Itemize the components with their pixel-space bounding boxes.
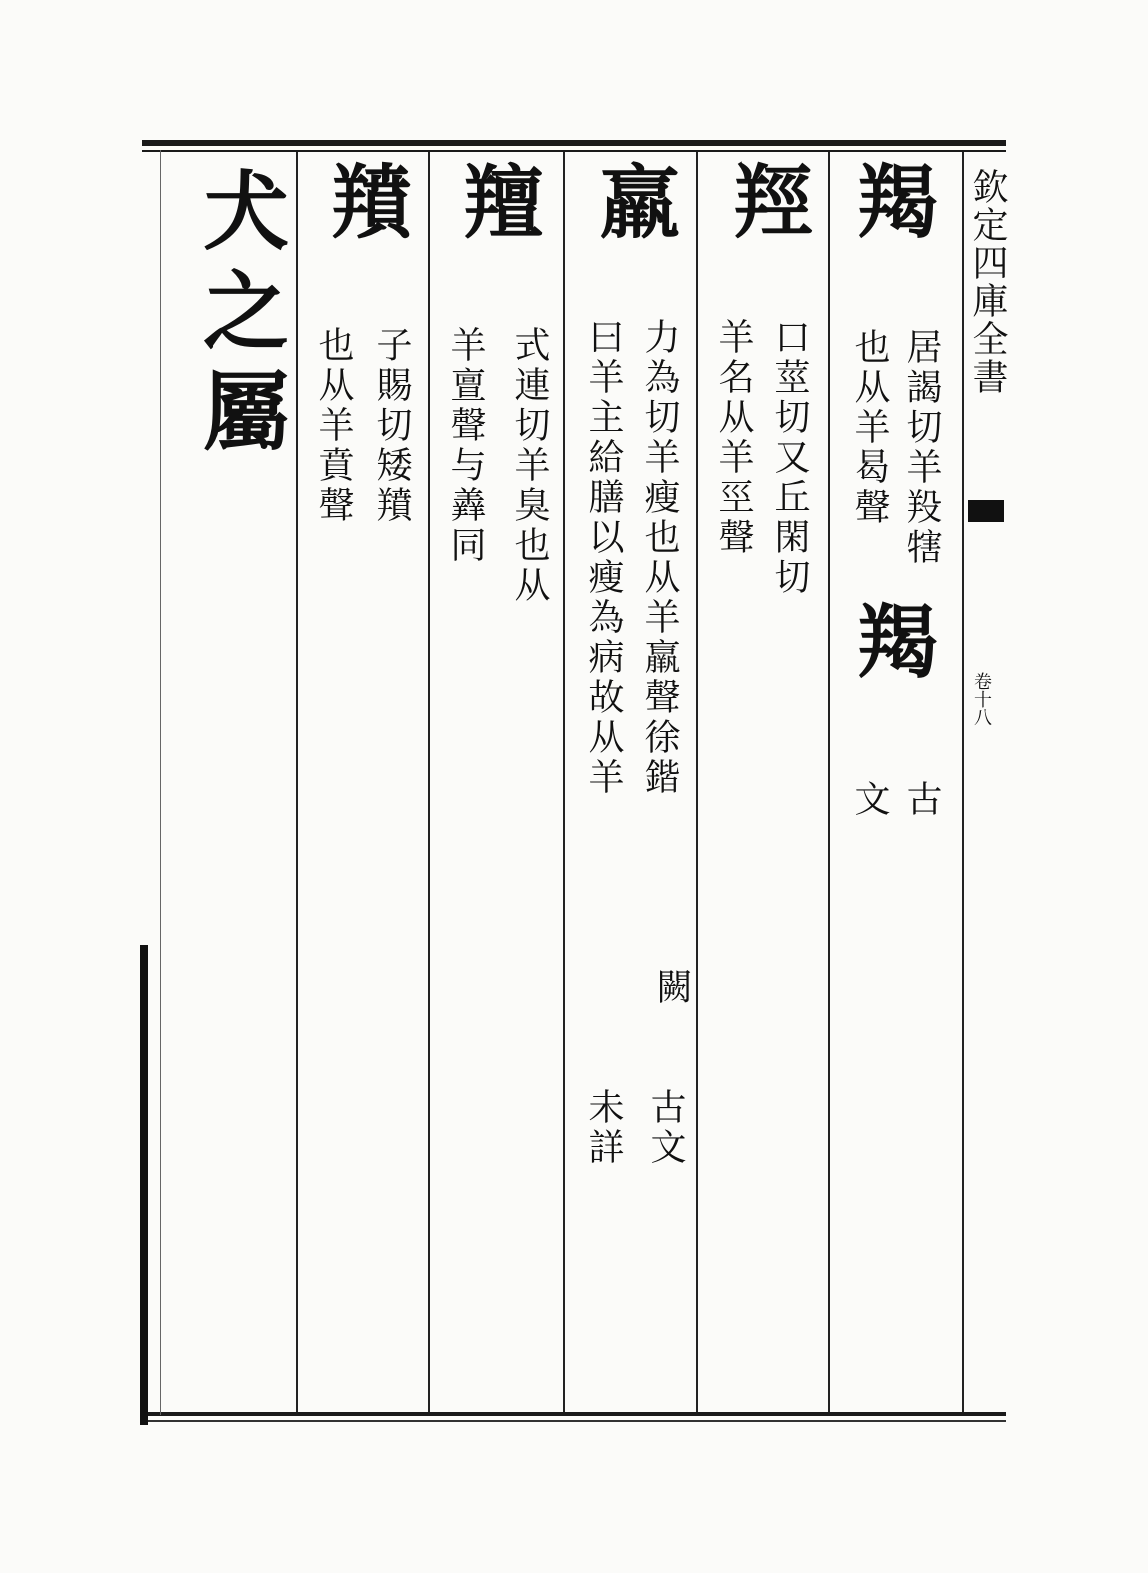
column-rule <box>563 152 565 1412</box>
frame-left-border-thin <box>160 150 161 1415</box>
seal-character: 羯 <box>844 160 938 246</box>
annotation-missing: 闕 <box>651 968 692 1008</box>
frame-bottom-border <box>146 1412 1006 1416</box>
annotation-right: 力為切羊瘦也从羊羸聲徐鍇 <box>639 318 680 798</box>
column-rule <box>828 152 830 1412</box>
column-rule <box>428 152 430 1412</box>
margin-volume-number: 卷十八 <box>971 672 992 726</box>
margin-fishtail-mark <box>968 500 1004 522</box>
annotation-right: 居謁切羊羖犗 <box>901 328 942 568</box>
annotation-unknown: 未詳 <box>583 1088 624 1168</box>
annotation-left: 也从羊曷聲 <box>849 328 890 528</box>
seal-character: 羶 <box>450 160 544 246</box>
annotation-guwen: 古文 <box>645 1088 686 1168</box>
frame-top-border-inner <box>142 150 1006 152</box>
annotation-left: 羊亶聲与羴同 <box>445 326 486 566</box>
seal-character: 羵 <box>318 160 412 246</box>
variant-annotation-right: 古 <box>901 780 942 820</box>
variant-annotation-left: 文 <box>849 780 890 820</box>
seal-character: 羥 <box>720 160 814 246</box>
frame-top-border <box>142 140 1006 146</box>
annotation-left: 也从羊賁聲 <box>313 326 354 526</box>
seal-character: 羸 <box>586 160 680 246</box>
section-heading: 犬之屬 <box>188 166 289 466</box>
annotation-right: 式連切羊臭也从 <box>509 326 550 606</box>
annotation-left: 曰羊主給膳以瘦為病故从羊 <box>583 318 624 798</box>
annotation-right: 子賜切矮羵 <box>371 326 412 526</box>
variant-seal-character: 羯 <box>844 600 938 686</box>
margin-book-title: 欽定四庫全書 <box>967 168 1008 396</box>
column-rule <box>696 152 698 1412</box>
frame-left-border <box>140 945 148 1425</box>
frame-bottom-border-inner <box>146 1420 1006 1422</box>
annotation-right: 口莖切又丘閑切 <box>769 318 810 598</box>
annotation-left: 羊名从羊巠聲 <box>713 318 754 558</box>
